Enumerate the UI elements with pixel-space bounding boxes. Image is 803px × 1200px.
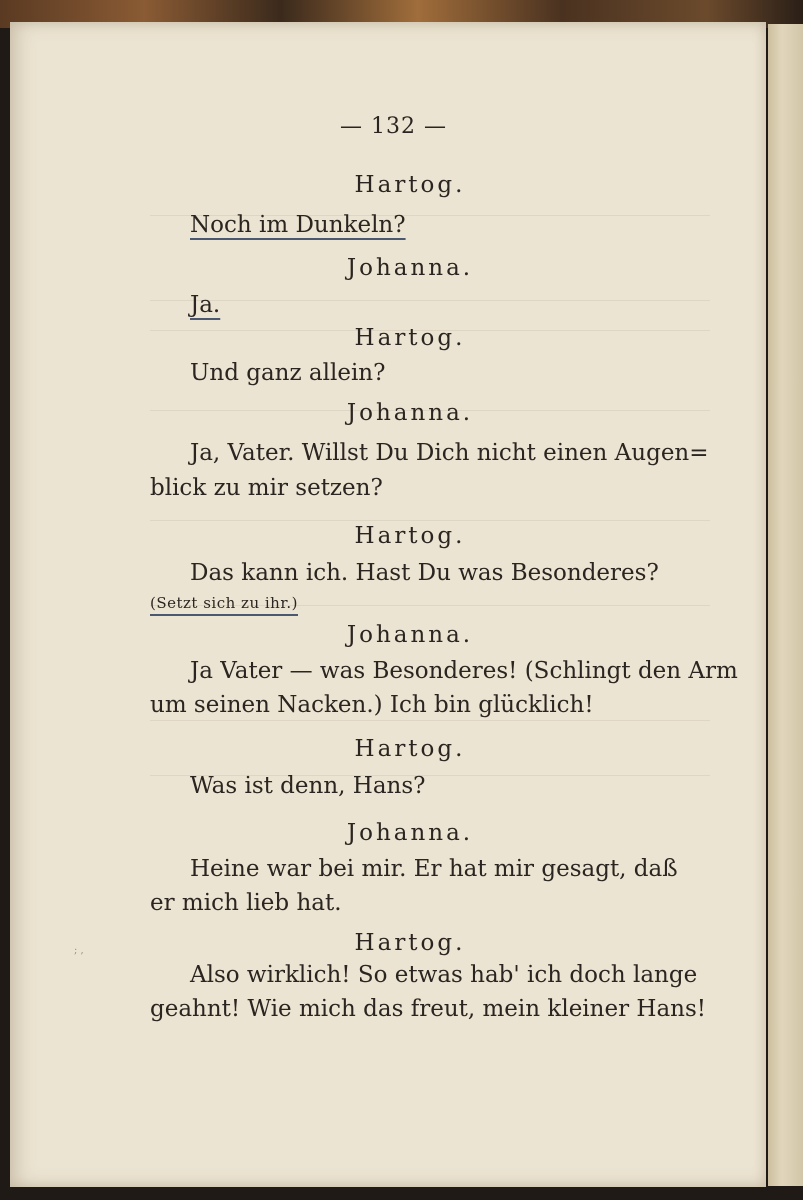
speaker-name: Hartog.	[354, 172, 466, 198]
speaker-name: Hartog.	[354, 523, 466, 549]
margin-mark: ; ,	[74, 945, 84, 956]
dialogue-line: Also wirklich! So etwas hab' ich doch lange	[190, 962, 698, 988]
dialogue-line: Ja Vater — was Besonderes! (Schlingt den Arm	[190, 658, 738, 684]
dialogue-line: er mich lieb hat.	[150, 890, 342, 916]
speaker-name: Johanna.	[346, 622, 474, 648]
speaker-name: Hartog.	[354, 930, 466, 956]
stage-direction-text: (Setzt sich zu ihr.)	[150, 594, 298, 612]
page-number: — 132 —	[340, 114, 447, 139]
dialogue-text: Ja.	[190, 292, 221, 318]
speaker-name: Johanna.	[346, 820, 474, 846]
speaker-name: Hartog.	[354, 736, 466, 762]
dialogue-line: Das kann ich. Hast Du was Besonderes?	[190, 560, 659, 586]
dialogue-line: um seinen Nacken.) Ich bin glücklich!	[150, 692, 594, 718]
bleed-through-line	[150, 720, 710, 721]
bleed-through-line	[150, 520, 710, 521]
dialogue-line	[190, 212, 710, 238]
dialogue-line: Ja, Vater. Willst Du Dich nicht einen Augen=	[190, 440, 709, 466]
speaker-name: Johanna.	[346, 400, 474, 426]
speaker-name: Johanna.	[346, 255, 474, 281]
dialogue-line	[190, 292, 710, 318]
dialogue-line: geahnt! Wie mich das freut, mein kleiner Hans!	[150, 996, 707, 1022]
stage-direction	[150, 594, 670, 612]
page-edge-right	[768, 24, 803, 1186]
dialogue-line: Was ist denn, Hans?	[190, 773, 426, 799]
dialogue-line: Heine war bei mir. Er hat mir gesagt, daß	[190, 856, 678, 882]
speaker-name: Hartog.	[354, 325, 466, 351]
dialogue-line: Und ganz allein?	[190, 360, 386, 386]
dialogue-text: Noch im Dunkeln?	[190, 212, 406, 238]
dialogue-line: blick zu mir setzen?	[150, 475, 383, 501]
